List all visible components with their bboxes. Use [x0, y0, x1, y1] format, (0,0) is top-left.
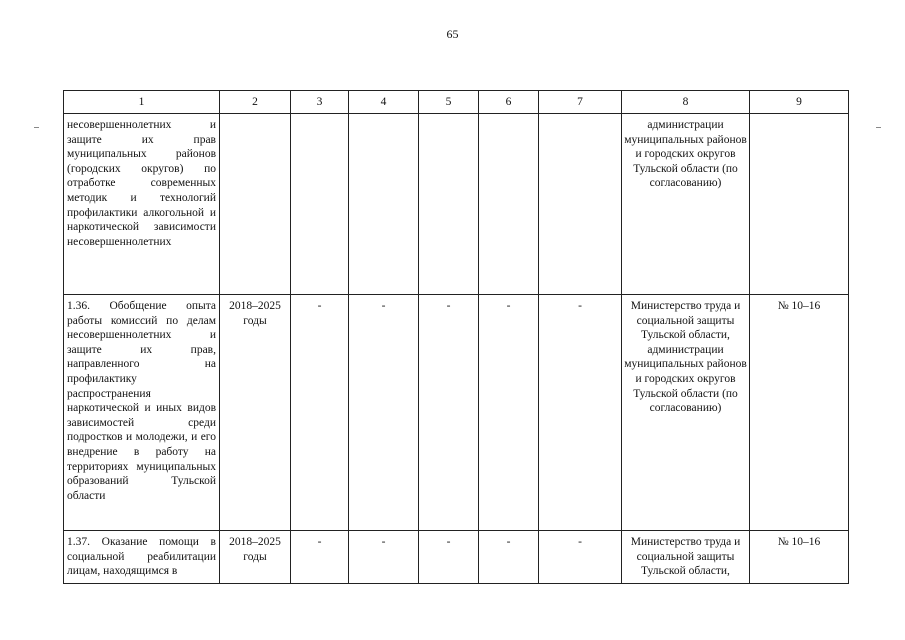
measure-text: 1.36. Обобщение опыта работы комиссий по делам несовершеннолетних и защите их прав, направленного на профилактику распространения наркотической и иных видов зависимостей среди подростков и молодежи, и его внедрение в работу на территориях муниципальных образований Тульской области [67, 300, 216, 502]
table-row [64, 531, 849, 584]
table-header-row [64, 91, 849, 114]
column-header-8: 8 [622, 91, 750, 114]
value-cell-5: - [419, 295, 479, 531]
page-number: 65 [446, 27, 459, 41]
column-header-2: 2 [220, 91, 291, 114]
scan-mark-right [876, 127, 881, 128]
value-cell-7: - [539, 295, 622, 531]
table-row [64, 114, 849, 295]
measure-text: несовершеннолетних и защите их прав муниципальных районов (городских округов) по отработке современных методик и технологий профилактики алкогольной и наркотической зависимости несовершеннолетних [67, 119, 216, 248]
column-header-4: 4 [349, 91, 419, 114]
period-cell [220, 114, 291, 295]
column-header-1: 1 [64, 91, 220, 114]
column-header-5: 5 [419, 91, 479, 114]
column-header-7: 7 [539, 91, 622, 114]
value-cell-6: - [479, 531, 539, 584]
table-row [64, 295, 849, 531]
column-header-3: 3 [291, 91, 349, 114]
value-cell-7: - [539, 531, 622, 584]
scan-mark-left [34, 127, 39, 128]
measure-cell [64, 531, 220, 584]
value-cell-3: - [291, 531, 349, 584]
value-cell-6: - [479, 295, 539, 531]
indicator-cell: № 10–16 [750, 295, 849, 531]
indicator-cell [750, 114, 849, 295]
value-cell-5: - [419, 531, 479, 584]
column-header-9: 9 [750, 91, 849, 114]
measure-cell [64, 114, 220, 295]
executor-cell: Министерство труда и социальной защиты Тульской области, администрации муниципальных районов и городских округов Тульской области (по согласованию) [622, 295, 750, 531]
column-header-6: 6 [479, 91, 539, 114]
period-cell: 2018–2025 годы [220, 295, 291, 531]
indicator-cell: № 10–16 [750, 531, 849, 584]
value-cell-3: - [291, 295, 349, 531]
measures-table [63, 90, 849, 584]
value-cell-4: - [349, 531, 419, 584]
measure-cell [64, 295, 220, 531]
executor-cell: Министерство труда и социальной защиты Тульской области, [622, 531, 750, 584]
period-cell: 2018–2025 годы [220, 531, 291, 584]
value-cell-3 [291, 114, 349, 295]
executor-cell: администрации муниципальных районов и городских округов Тульской области (по согласованию) [622, 114, 750, 295]
value-cell-6 [479, 114, 539, 295]
value-cell-4: - [349, 295, 419, 531]
value-cell-7 [539, 114, 622, 295]
value-cell-5 [419, 114, 479, 295]
measure-text: 1.37. Оказание помощи в социальной реабилитации лицам, находящимся в [67, 536, 216, 578]
value-cell-4 [349, 114, 419, 295]
